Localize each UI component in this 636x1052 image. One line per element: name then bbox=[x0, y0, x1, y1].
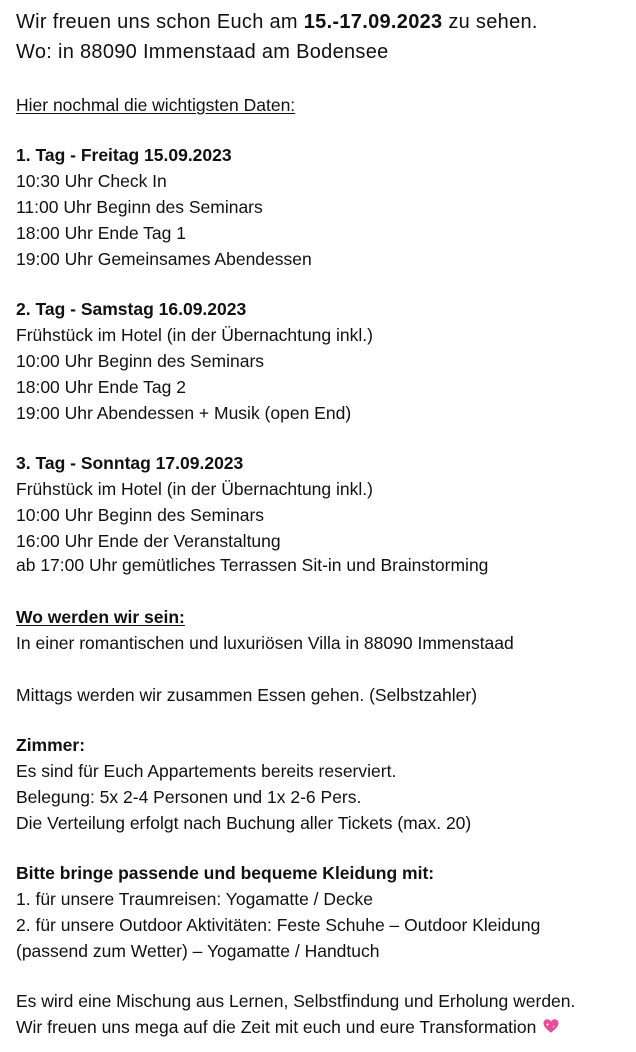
clothing-heading: Bitte bringe passende und bequeme Kleidung mit: bbox=[16, 863, 435, 883]
intro-location-line: Wo: in 88090 Immenstaad am Bodensee bbox=[16, 41, 389, 63]
closing-line-2 bbox=[16, 1015, 560, 1039]
rooms-line: Belegung: 5x 2-4 Personen und 1x 2-6 Pers. bbox=[16, 787, 362, 807]
day-1-title: 1. Tag - Freitag 15.09.2023 bbox=[16, 145, 232, 165]
location-text: In einer romantischen und luxuriösen Villa in 88090 Immenstaad bbox=[16, 633, 514, 653]
day-3-item: ab 17:00 Uhr gemütliches Terrassen Sit-in und Brainstorming bbox=[16, 555, 489, 575]
day-3-title: 3. Tag - Sonntag 17.09.2023 bbox=[16, 453, 244, 473]
day-2-item: 18:00 Uhr Ende Tag 2 bbox=[16, 377, 186, 397]
sparkling-heart-icon bbox=[542, 1017, 560, 1035]
day-3-item: Frühstück im Hotel (in der Übernachtung inkl.) bbox=[16, 479, 373, 499]
closing-line-1: Es wird eine Mischung aus Lernen, Selbstfindung und Erholung werden. bbox=[16, 991, 576, 1011]
rooms-line: Es sind für Euch Appartements bereits reserviert. bbox=[16, 761, 397, 781]
day-2-item: Frühstück im Hotel (in der Übernachtung inkl.) bbox=[16, 325, 373, 345]
clothing-line: 2. für unsere Outdoor Aktivitäten: Feste Schuhe – Outdoor Kleidung bbox=[16, 915, 541, 935]
day-1-item: 19:00 Uhr Gemeinsames Abendessen bbox=[16, 249, 312, 269]
day-1-item: 18:00 Uhr Ende Tag 1 bbox=[16, 223, 186, 243]
event-dates: 15.-17.09.2023 bbox=[303, 11, 443, 33]
lunch-note: Mittags werden wir zusammen Essen gehen. (Selbstzahler) bbox=[16, 685, 478, 705]
day-2-item: 10:00 Uhr Beginn des Seminars bbox=[16, 351, 265, 371]
intro-prefix: Wir freuen uns schon Euch am bbox=[16, 11, 304, 33]
clothing-line: (passend zum Wetter) – Yogamatte / Handtuch bbox=[16, 941, 380, 961]
location-heading: Wo werden wir sein: bbox=[16, 607, 185, 627]
intro-suffix: zu sehen. bbox=[442, 11, 538, 33]
day-2-item: 19:00 Uhr Abendessen + Musik (open End) bbox=[16, 403, 352, 423]
day-1-item: 10:30 Uhr Check In bbox=[16, 171, 167, 191]
rooms-heading: Zimmer: bbox=[16, 735, 86, 755]
day-1-item: 11:00 Uhr Beginn des Seminars bbox=[16, 197, 263, 217]
summary-heading: Hier nochmal die wichtigsten Daten: bbox=[16, 95, 296, 115]
day-3-item: 10:00 Uhr Beginn des Seminars bbox=[16, 505, 265, 525]
closing-text: Wir freuen uns mega auf die Zeit mit euch und eure Transformation bbox=[16, 1017, 537, 1037]
intro-line-1 bbox=[16, 8, 538, 36]
rooms-line: Die Verteilung erfolgt nach Buchung aller Tickets (max. 20) bbox=[16, 813, 472, 833]
day-2-title: 2. Tag - Samstag 16.09.2023 bbox=[16, 299, 247, 319]
day-3-item: 16:00 Uhr Ende der Veranstaltung bbox=[16, 531, 281, 551]
clothing-line: 1. für unsere Traumreisen: Yogamatte / Decke bbox=[16, 889, 373, 909]
